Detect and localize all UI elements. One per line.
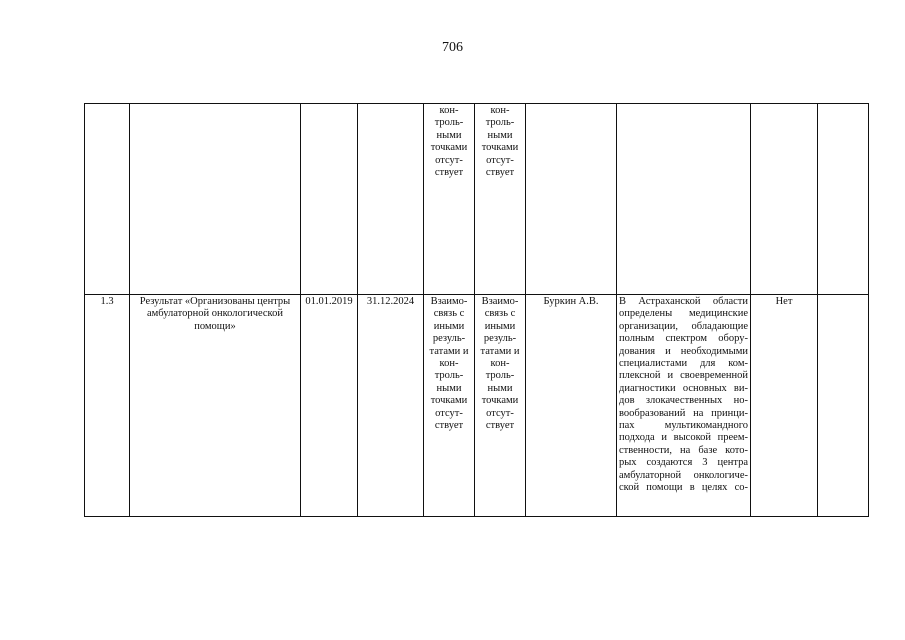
cell-last-empty [818, 104, 869, 295]
text-line: В Астраханской области [619, 296, 748, 307]
text-line: татами и [480, 345, 520, 357]
cell-responsible-empty [526, 104, 617, 295]
text-line: определены медицинские [619, 308, 748, 320]
table-row-1-3 [85, 295, 869, 517]
cell-last [818, 295, 869, 517]
text-line: резуль- [432, 333, 466, 345]
text-line: иными [484, 320, 516, 332]
cell-responsible: Буркин А.В. [526, 295, 617, 517]
table-row-continuation [85, 104, 869, 295]
text-line: специалистами для ком- [619, 358, 748, 370]
text-line: полным спектром обору- [619, 333, 748, 345]
text-line: отсут- [435, 407, 463, 419]
text-line: троль- [485, 117, 515, 129]
text-line: Взаимо- [430, 296, 468, 307]
cell-description-empty [617, 104, 751, 295]
text-line: ствует [485, 167, 515, 179]
text-line: троль- [485, 370, 515, 382]
cell-number: 1.3 [85, 295, 130, 517]
cell-flag: Нет [751, 295, 818, 517]
text-line: диагностики основных ви- [619, 382, 748, 394]
text-line: ными [487, 382, 513, 394]
text-line: точками [430, 142, 468, 154]
text-line: ствует [485, 420, 515, 432]
text-line: ными [487, 129, 513, 141]
text-line: ными [436, 129, 462, 141]
text-line: плексной и своевременной [619, 370, 748, 382]
cell-end-date: 31.12.2024 [358, 295, 424, 517]
text-line: иными [433, 320, 465, 332]
cell-name [130, 295, 301, 517]
text-line: ствует [434, 167, 464, 179]
text-line: резуль- [483, 333, 517, 345]
text-line: кон- [490, 358, 510, 370]
cell-start-empty [301, 104, 358, 295]
text-line: кон- [490, 105, 510, 116]
text-line: дов злокачественных но- [619, 395, 748, 407]
text-line: ными [436, 382, 462, 394]
text-line: троль- [434, 117, 464, 129]
text-line: связь с [433, 308, 465, 320]
text-line: Результат «Организованы центры [139, 296, 291, 307]
text-line: точками [481, 142, 519, 154]
text-line: точками [430, 395, 468, 407]
text-line: организации, обладающие [619, 320, 748, 332]
text-line: кон- [439, 105, 459, 116]
cell-relation-continued [424, 104, 475, 295]
cell-relation [424, 295, 475, 517]
text-line: отсут- [435, 154, 463, 166]
text-line: отсут- [486, 154, 514, 166]
cell-name-empty [130, 104, 301, 295]
cell-number-empty [85, 104, 130, 295]
text-line: пах мультикомандного [619, 420, 748, 432]
text-line: точками [481, 395, 519, 407]
text-line: кон- [439, 358, 459, 370]
text-line: рых создаются 3 центра [619, 457, 748, 469]
text-line: дования и необходимыми [619, 345, 748, 357]
text-line: амбулаторной онкологической [147, 308, 283, 320]
cell-description [617, 295, 751, 517]
text-line: отсут- [486, 407, 514, 419]
document-table [84, 103, 869, 517]
cell-start-date: 01.01.2019 [301, 295, 358, 517]
cell-flag-empty [751, 104, 818, 295]
text-line: подхода и высокой преем- [619, 432, 748, 444]
text-line: помощи» [194, 320, 236, 332]
text-line: ствует [434, 420, 464, 432]
text-line: татами и [429, 345, 469, 357]
cell-relation-2 [475, 295, 526, 517]
text-line: ственности, на базе кото- [619, 444, 748, 456]
text-line: связь с [484, 308, 516, 320]
cell-relation-continued-2 [475, 104, 526, 295]
text-line: амбулаторной онкологиче- [619, 469, 748, 481]
text-line: троль- [434, 370, 464, 382]
page-number: 706 [442, 40, 463, 55]
text-line: вообразований на принци- [619, 407, 748, 419]
cell-end-empty [358, 104, 424, 295]
text-line: Взаимо- [481, 296, 519, 307]
text-line: ской помощи в целях со- [619, 482, 748, 494]
